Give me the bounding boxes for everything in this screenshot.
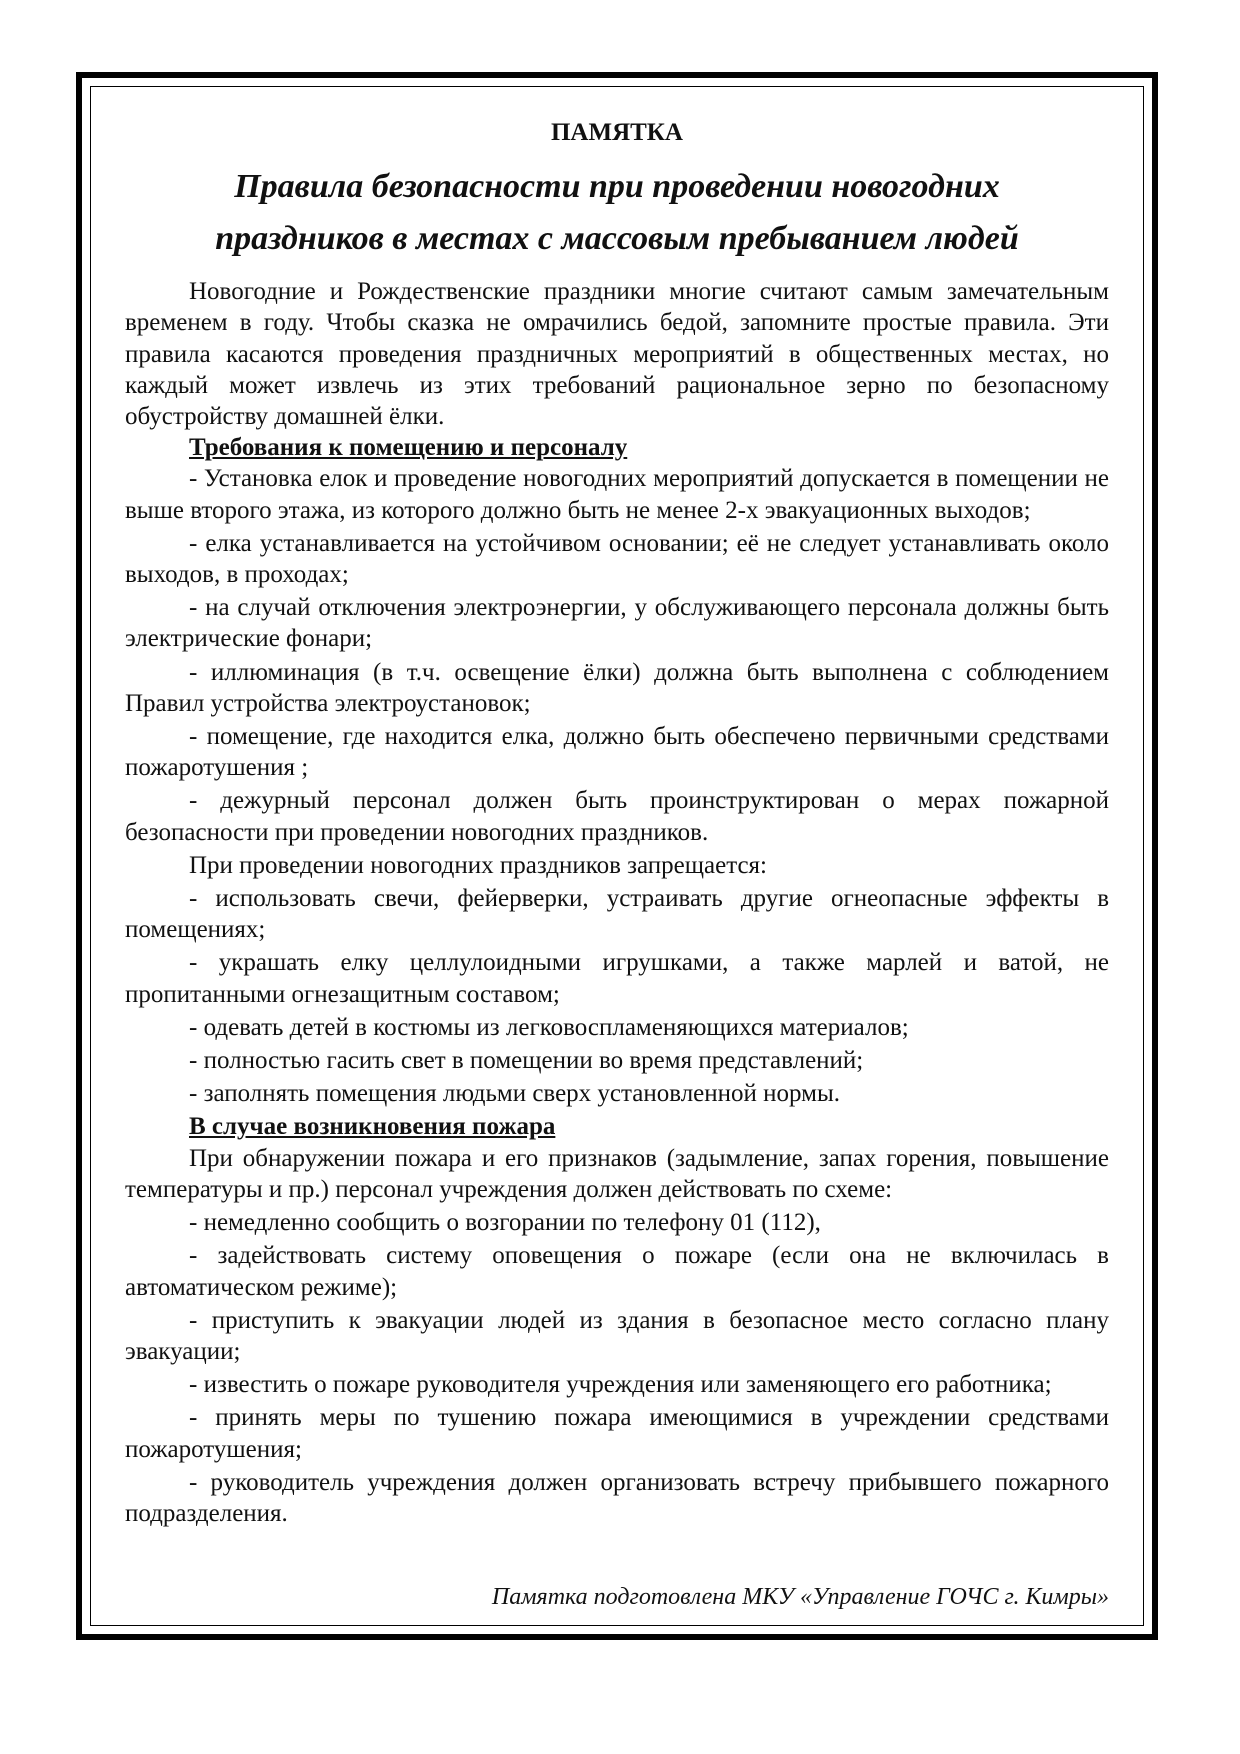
- memo-footer: Памятка подготовлена МКУ «Управление ГОЧС г. Кимры»: [491, 1584, 1109, 1610]
- memo-title: [125, 161, 1109, 265]
- section-fire-title: В случае возникновения пожара: [189, 1113, 556, 1141]
- prohibited-item: - украшать елку целлулоидными игрушками, а также марлей и ватой, не пропитанными огнезащитным составом;: [125, 949, 1109, 1008]
- prohibited-item: - одевать детей в костюмы из легковоспламеняющихся материалов;: [189, 1013, 909, 1041]
- requirement-item: - дежурный персонал должен быть проинструктирован о мерах пожарной безопасности при проведении новогодних праздников.: [125, 787, 1109, 846]
- section-fire-heading: [125, 1111, 1109, 1142]
- fire-action-item: - известить о пожаре руководителя учреждения или заменяющего его работника;: [189, 1371, 1052, 1399]
- fire-action-item: - приступить к эвакуации людей из здания в безопасное место согласно плану эвакуации;: [125, 1306, 1109, 1365]
- fire-action-item: - немедленно сообщить о возгорании по телефону 01 (112),: [189, 1209, 821, 1237]
- requirement-item: - елка устанавливается на устойчивом основании; её не следует устанавливать около выходов, в проходах;: [125, 529, 1109, 589]
- outer-border: [76, 72, 1158, 1640]
- requirement-item: - Установка елок и проведение новогодних мероприятий допускается в помещении не выше второго этажа, из которого должно быть не менее 2-х эвакуационных выходов;: [125, 465, 1109, 524]
- inner-border: [90, 86, 1144, 1626]
- section-requirements-title: Требования к помещению и персоналу: [189, 434, 628, 462]
- fire-intro: При обнаружении пожара и его признаков (задымление, запах горения, повышение температуры и пр.) персонал учреждения должен действовать по схеме:: [125, 1144, 1109, 1203]
- prohibited-intro: При проведении новогодних праздников запрещается:: [189, 851, 767, 879]
- prohibited-item: - заполнять помещения людьми сверх установленной нормы.: [189, 1080, 841, 1108]
- fire-action-item: - задействовать систему оповещения о пожаре (если она не включилась в автоматическом режиме);: [125, 1242, 1109, 1301]
- fire-action-item: - принять меры по тушению пожара имеющимися в учреждении средствами пожаротушения;: [125, 1404, 1109, 1463]
- requirement-item: - на случай отключения электроэнергии, у обслуживающего персонала должны быть электрические фонари;: [125, 594, 1109, 653]
- requirement-item: - помещение, где находится елка, должно быть обеспечено первичными средствами пожаротушения ;: [125, 723, 1109, 782]
- memo-content: [125, 117, 1109, 1531]
- section-requirements-heading: [125, 432, 1109, 463]
- requirement-item: - иллюминация (в т.ч. освещение ёлки) должна быть выполнена с соблюдением Правил устройства электроустановок;: [125, 658, 1109, 717]
- prohibited-item: - полностью гасить свет в помещении во время представлений;: [189, 1047, 864, 1075]
- fire-action-item: - руководитель учреждения должен организовать встречу прибывшего пожарного подразделения.: [125, 1468, 1109, 1527]
- memo-title-line-2: праздников в местах с массовым пребыванием людей: [215, 220, 1019, 258]
- prohibited-item: - использовать свечи, фейерверки, устраивать другие огнеопасные эффекты в помещениях;: [125, 885, 1109, 944]
- intro-paragraph: Новогодние и Рождественские праздники многие считают самым замечательным временем в году. Чтобы сказка не омрачились бедой, запомните простые правила. Эти правила касаются проведения праздничных мероприятий в общественных местах, но каждый может извлечь из этих требований рациональное зерно по безопасному обустройству домашней ёлки.: [125, 278, 1109, 431]
- memo-header: ПАМЯТКА: [550, 119, 683, 146]
- memo-title-line-1: Правила безопасности при проведении новогодних: [234, 168, 1000, 206]
